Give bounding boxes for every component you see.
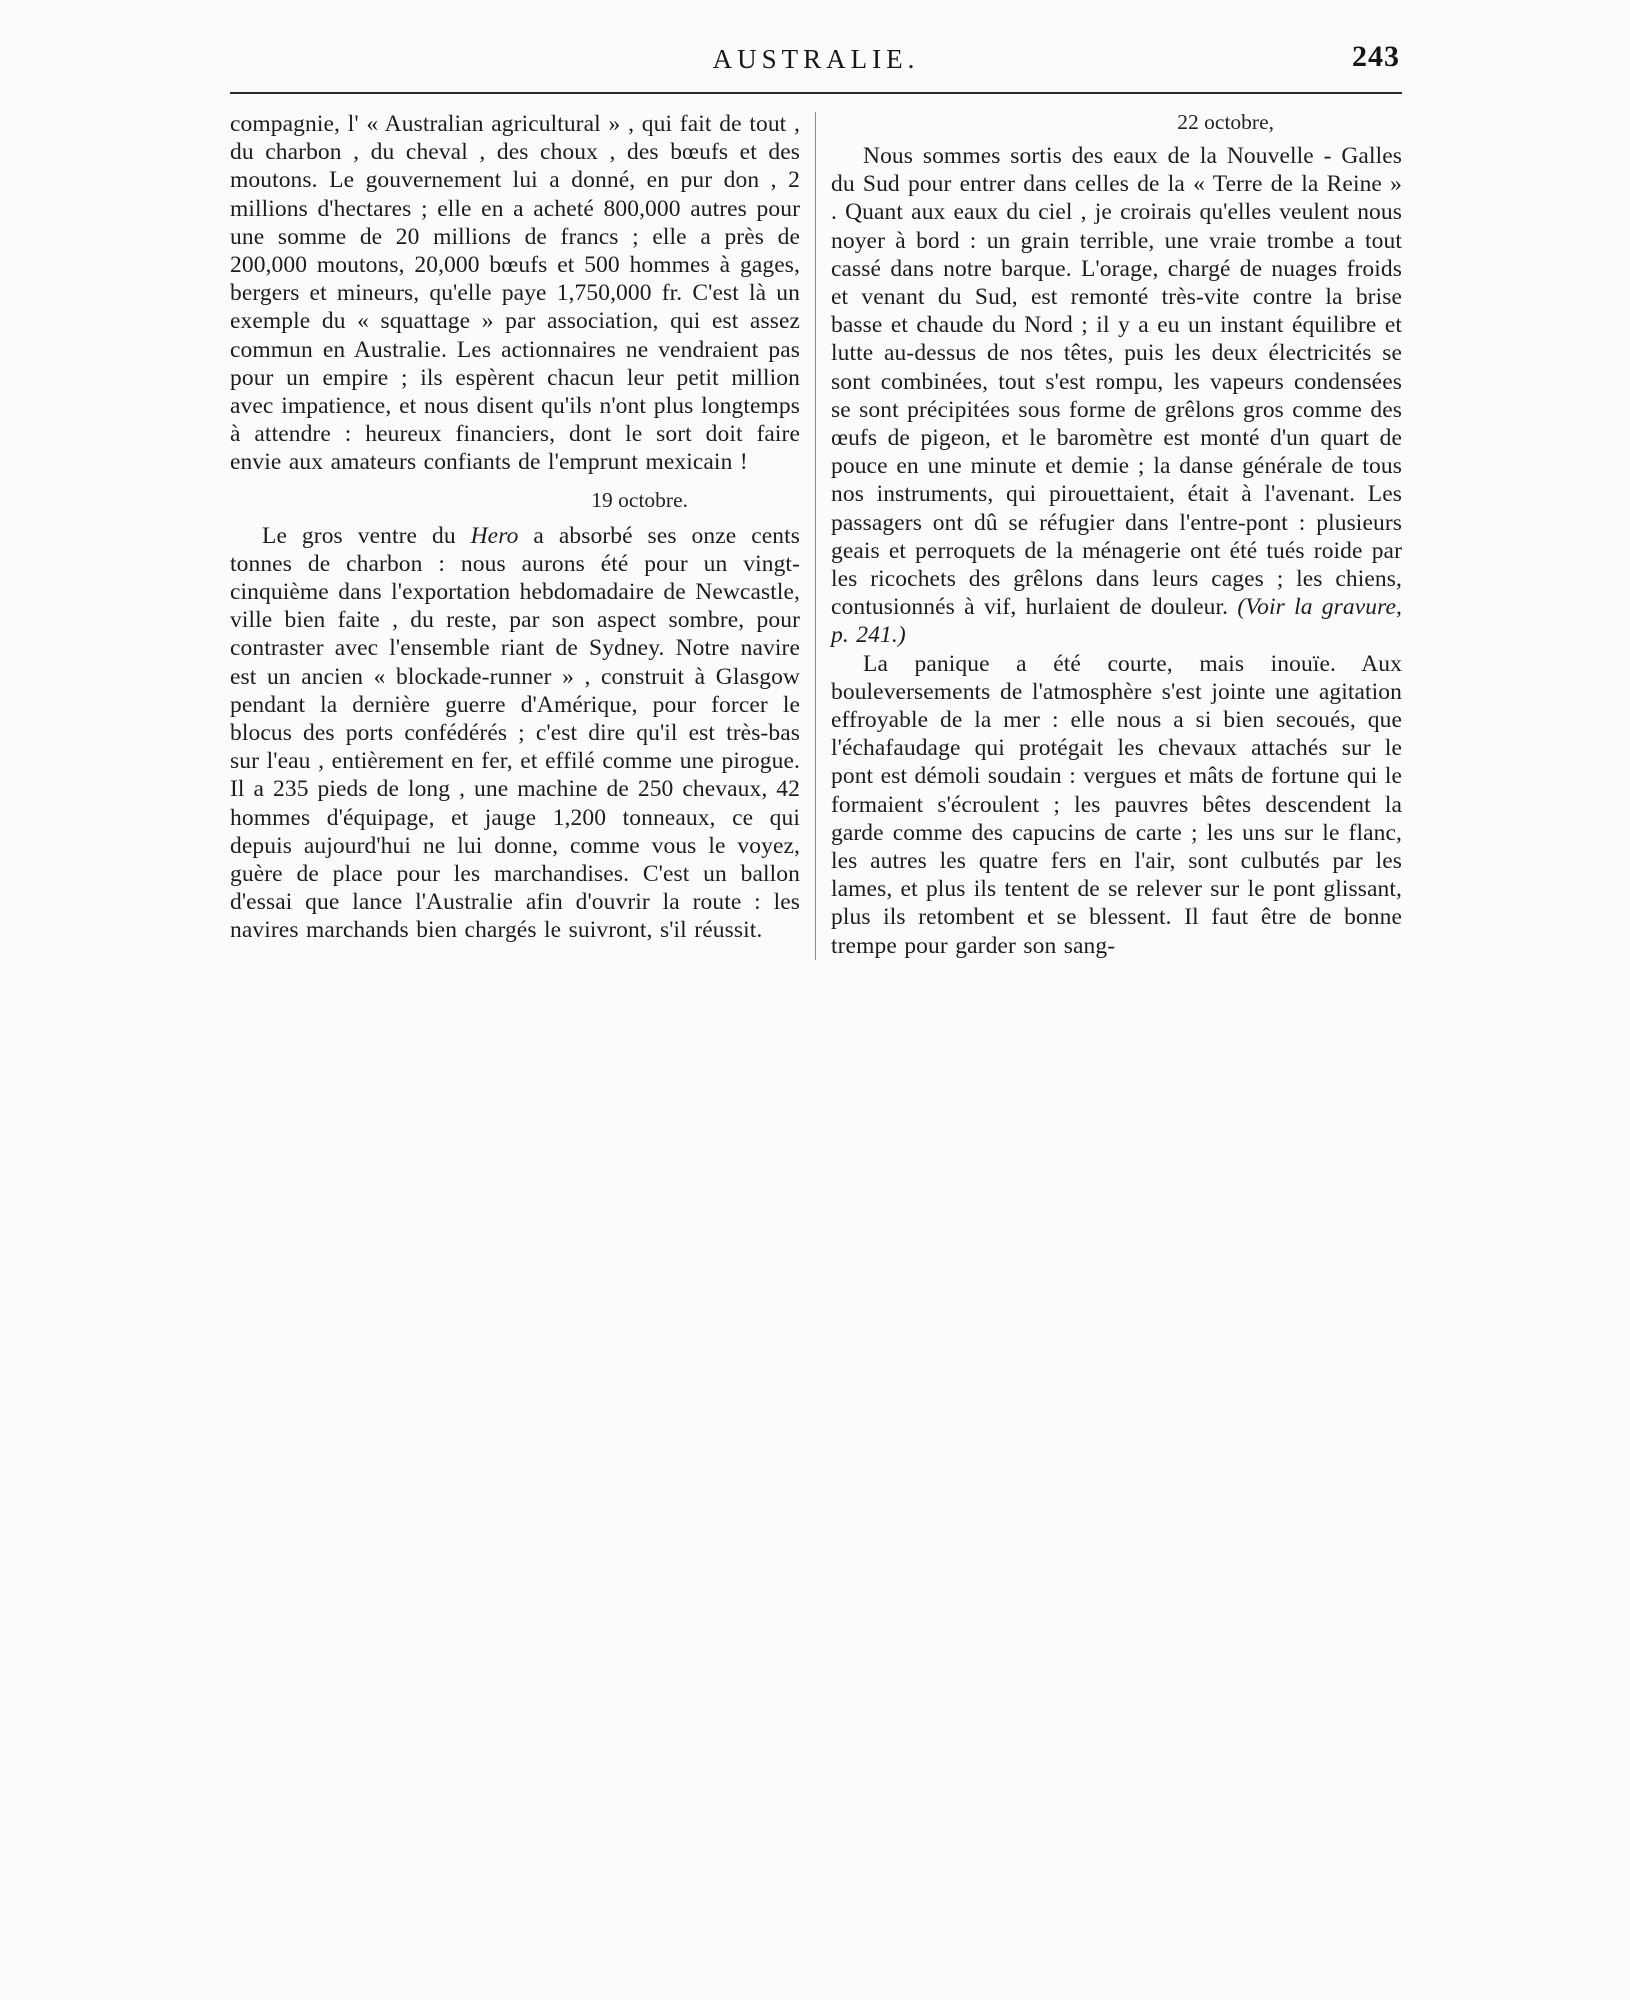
right-column xyxy=(831,110,1402,960)
column-divider-rule xyxy=(815,112,816,960)
date-heading-19-octobre: 19 octobre. xyxy=(591,487,688,512)
running-head-title: AUSTRALIE. xyxy=(712,44,920,74)
paragraph-text: La panique a été courte, mais inouïe. Aux bouleversements de l'atmosphère s'est jointe une agitation effroyable de la mer : elle nous a si bien secoués, que l'échafaudage qui protégait les chevaux attachés sur le pont est démoli soudain : vergues et mâts de fortune qui le formaient s'écroulent ; les pauvres bêtes descendent la garde comme des capucins de carte ; les uns sur le flanc, les autres les quatre fers en l'air, sont culbutés par les lames, et plus ils tentent de se relever sur le pont glissant, plus ils retombent et se blessent. Il faut être de bonne trempe pour garder son sang- xyxy=(831,650,1402,959)
paragraph-text: Nous sommes sortis des eaux de la Nouvelle - Galles du Sud pour entrer dans celles de la « Terre de la Reine » . Quant aux eaux du ciel , je croirais qu'elles veulent nous noyer à bord : un grain terrible, une vraie trombe a tout cassé dans notre barque. L'orage, chargé de nuages froids et venant du Sud, est remonté très-vite contre la brise basse et chaude du Nord ; il y a eu un instant équilibre et lutte au-dessus de nos têtes, puis les deux électricités se sont combinées, tout s'est rompu, les vapeurs condensées se sont précipitées sous forme de grêlons gros comme des œufs de pigeon, et le baromètre est monté d'un quart de pouce en une minute et demie ; la danse générale de tous nos instruments, qui pirouettaient, était à l'avenant. Les passagers ont dû se réfugier dans l'entre-pont : plusieurs geais et perroquets de la ménagerie ont été tués roide par les ricochets des grêlons dans leurs cages ; les chiens, contusionnés à vif, hurlaient de douleur. xyxy=(831,143,1402,621)
text-block xyxy=(230,40,1402,960)
two-column-layout xyxy=(230,110,1402,960)
page-number: 243 xyxy=(1352,40,1400,73)
left-column xyxy=(230,110,800,960)
paragraph-continuation xyxy=(230,110,800,477)
ship-name-italic: Hero xyxy=(470,522,519,549)
header-rule xyxy=(230,92,1402,94)
page-header xyxy=(230,40,1402,84)
paragraph-text: Le gros ventre du xyxy=(262,522,471,549)
paragraph-text: compagnie, l' « Australian agricultural » , qui fait de tout , du charbon , du cheval , des choux , des bœufs et des moutons. Le gouvernement lui a donné, en pur don , 2 millions d'hectares ; elle en a acheté 800,000 autres pour une somme de 20 millions de francs ; elle a près de 200,000 moutons, 20,000 bœufs et 500 hommes à gages, bergers et mineurs, qu'elle paye 1,750,000 fr. C'est là un exemple du « squattage » par association, qui est assez commun en Australie. Les actionnaires ne vendraient pas pour un empire ; ils espèrent chacun leur petit million avec impatience, et nous disent qu'ils n'ont plus longtemps à attendre : heureux financiers, dont le sort doit faire envie aux amateurs confiants de l'emprunt mexicain ! xyxy=(230,111,800,476)
paragraph-panic xyxy=(831,650,1402,960)
date-heading-22-octobre: 22 octobre, xyxy=(1177,110,1274,134)
paragraph-text: a absorbé ses onze cents tonnes de charbon : nous aurons été pour un vingt-cinquième dans l'exportation hebdomadaire de Newcastle, ville bien faite , du reste, par son aspect sombre, pour contraster avec l'ensemble riant de Sydney. Notre navire est un ancien « blockade-runner » , construit à Glasgow pendant la dernière guerre d'Amérique, pour forcer le blocus des ports confédérés ; c'est dire qu'il est très-bas sur l'eau , entièrement en fer, et effilé comme une pirogue. Il a 235 pieds de long , une machine de 250 chevaux, 42 hommes d'équipage, et jauge 1,200 tonneaux, ce qui depuis aujourd'hui ne lui donne, comme vous le voyez, guère de place pour les marchandises. C'est un ballon d'essai que lance l'Australie afin d'ouvrir la route : les navires marchands bien chargés le suivront, s'il réussit. xyxy=(230,522,800,944)
engraving-citation-italic: (Voir la gravure, p. 241.) xyxy=(831,594,1403,649)
paragraph-hero xyxy=(230,522,800,945)
paragraph-storm xyxy=(831,142,1402,650)
